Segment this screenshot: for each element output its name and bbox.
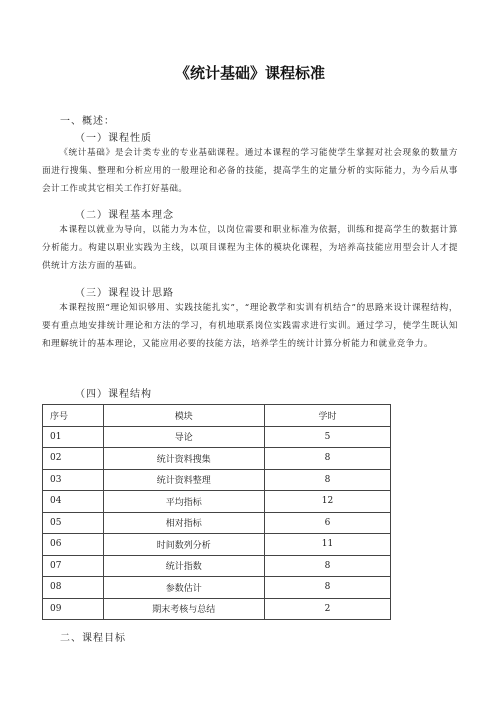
column-header-module: 模块 (103, 405, 265, 427)
row-number: 08 (43, 577, 104, 599)
row-module: 导论 (103, 426, 265, 448)
course-structure-table (42, 404, 391, 620)
table-row (43, 598, 391, 620)
subsection-heading-nature: （一）课程性质 (75, 133, 152, 144)
row-hours: 8 (265, 448, 391, 470)
subsection-heading-design: （三）课程设计思路 (75, 288, 174, 299)
table-row (43, 469, 391, 491)
table-header-row (43, 405, 391, 427)
section-heading-overview: 一、概述： (60, 116, 115, 127)
row-hours: 8 (265, 577, 391, 599)
row-module: 参数估计 (103, 577, 265, 599)
column-header-number: 序号 (43, 405, 104, 427)
row-module: 期末考核与总结 (103, 598, 265, 620)
row-number: 02 (43, 448, 104, 470)
row-number: 09 (43, 598, 104, 620)
table-row (43, 426, 391, 448)
paragraph-nature: 《统计基础》是会计类专业的专业基础课程。通过本课程的学习能使学生掌握对社会现象的数量方面进行搜集、整理和分析应用的一般理论和必备的技能，提高学生的定量分析的实际能力，为今后从事会计工作或其它相关工作打好基础。 (42, 148, 458, 194)
subsection-heading-philosophy: （二）课程基本理念 (75, 210, 174, 221)
section-heading-goals: 二、课程目标 (60, 633, 126, 644)
row-module: 相对指标 (103, 512, 265, 534)
paragraph-design: 本课程按照“理论知识够用、实践技能扎实”，“理论教学和实训有机结合”的思路来设计课程结构，要有重点地安排统计理论和方法的学习，有机地联系岗位实践需求进行实训。通过学习，使学生既认知和理解统计的基本理论，又能应用必要的技能方法，培养学生的统计计算分析能力和就业竞争力。 (42, 303, 458, 349)
row-hours: 12 (265, 491, 391, 513)
table-row (43, 512, 391, 534)
row-hours: 8 (265, 555, 391, 577)
row-number: 07 (43, 555, 104, 577)
subsection-heading-structure: （四）课程结构 (75, 389, 152, 400)
row-hours: 2 (265, 598, 391, 620)
paragraph-philosophy: 本课程以就业为导向，以能力为本位，以岗位需要和职业标准为依据，训练和提高学生的数据计算分析能力。构建以职业实践为主线，以项目课程为主体的模块化课程，为培养高技能应用型会计人才提供统计方法方面的基础。 (42, 225, 458, 271)
row-number: 03 (43, 469, 104, 491)
document-title: 《统计基础》课程标准 (174, 64, 325, 82)
table-row (43, 491, 391, 513)
row-number: 05 (43, 512, 104, 534)
row-module: 统计指数 (103, 555, 265, 577)
row-module: 统计资料搜集 (103, 448, 265, 470)
row-number: 04 (43, 491, 104, 513)
row-number: 01 (43, 426, 104, 448)
row-module: 时间数列分析 (103, 534, 265, 556)
column-header-hours: 学时 (265, 405, 391, 427)
table-row (43, 448, 391, 470)
row-hours: 6 (265, 512, 391, 534)
row-hours: 8 (265, 469, 391, 491)
table-row (43, 534, 391, 556)
row-number: 06 (43, 534, 104, 556)
row-hours: 11 (265, 534, 391, 556)
row-module: 统计资料整理 (103, 469, 265, 491)
table-row (43, 577, 391, 599)
row-hours: 5 (265, 426, 391, 448)
row-module: 平均指标 (103, 491, 265, 513)
table-row (43, 555, 391, 577)
